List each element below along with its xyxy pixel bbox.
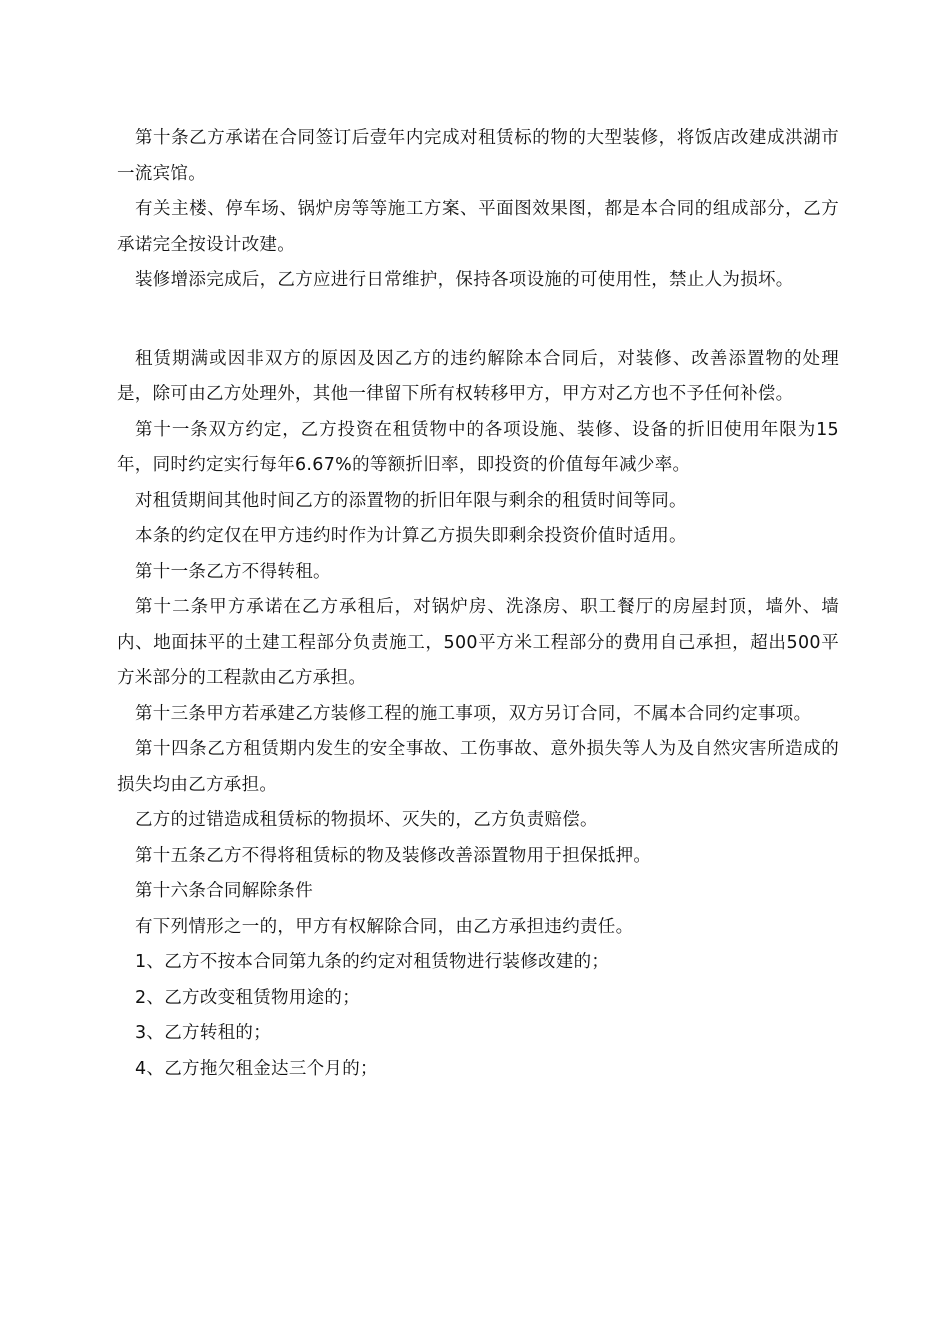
paragraph-maintenance: 装修增添完成后，乙方应进行日常维护，保持各项设施的可使用性，禁止人为损坏。 bbox=[135, 270, 794, 290]
paragraph-damage-liability: 乙方的过错造成租赁标的物损坏、灭失的，乙方负责赔偿。 bbox=[135, 810, 598, 830]
list-item-3: 3、乙方转租的； bbox=[135, 1023, 272, 1043]
paragraph-article-11-depreciation: 第十一条双方约定，乙方投资在租赁物中的各项设施、装修、设备的折旧使用年限为15年，同时约定实行每年6.67%的等额折旧率，即投资的价值每年减少率。 bbox=[117, 419, 839, 475]
paragraph-design-plans: 有关主楼、停车场、锅炉房等等施工方案、平面图效果图，都是本合同的组成部分，乙方承诺完全按设计改建。 bbox=[117, 199, 839, 255]
paragraph-article-16-title: 第十六条合同解除条件 bbox=[135, 881, 313, 901]
paragraph-article-10: 第十条乙方承诺在合同签订后壹年内完成对租赁标的物的大型装修，将饭店改建成洪湖市一流宾馆。 bbox=[117, 128, 839, 184]
list-item-1: 1、乙方不按本合同第九条的约定对租赁物进行装修改建的； bbox=[135, 952, 610, 972]
paragraph-article-12: 第十二条甲方承诺在乙方承租后，对锅炉房、洗涤房、职工餐厅的房屋封顶，墙外、墙内、地面抹平的土建工程部分负责施工，500平方米工程部分的费用自己承担，超出500平方米部分的工程款由乙方承担。 bbox=[117, 597, 839, 688]
paragraph-article-11-sublease: 第十一条乙方不得转租。 bbox=[135, 561, 331, 582]
paragraph-article-14: 第十四条乙方租赁期内发生的安全事故、工伤事故、意外损失等人为及自然灾害所造成的损失均由乙方承担。 bbox=[117, 739, 839, 795]
list-item-2: 2、乙方改变租赁物用途的； bbox=[135, 987, 361, 1008]
paragraph-applicability: 本条的约定仅在甲方违约时作为计算乙方损失即剩余投资价值时适用。 bbox=[135, 526, 687, 546]
paragraph-gap bbox=[117, 299, 839, 342]
paragraph-article-15: 第十五条乙方不得将租赁标的物及装修改善添置物用于担保抵押。 bbox=[135, 845, 652, 866]
document-body bbox=[117, 121, 839, 1087]
paragraph-other-additions: 对租赁期间其他时间乙方的添置物的折旧年限与剩余的租赁时间等同。 bbox=[135, 490, 687, 511]
paragraph-termination-intro: 有下列情形之一的，甲方有权解除合同，由乙方承担违约责任。 bbox=[135, 916, 634, 937]
list-item-4: 4、乙方拖欠租金达三个月的； bbox=[135, 1058, 378, 1079]
paragraph-lease-expiry: 租赁期满或因非双方的原因及因乙方的违约解除本合同后，对装修、改善添置物的处理是，除可由乙方处理外，其他一律留下所有权转移甲方，甲方对乙方也不予任何补偿。 bbox=[117, 348, 839, 404]
paragraph-article-13: 第十三条甲方若承建乙方装修工程的施工事项，双方另订合同，不属本合同约定事项。 bbox=[135, 703, 812, 724]
